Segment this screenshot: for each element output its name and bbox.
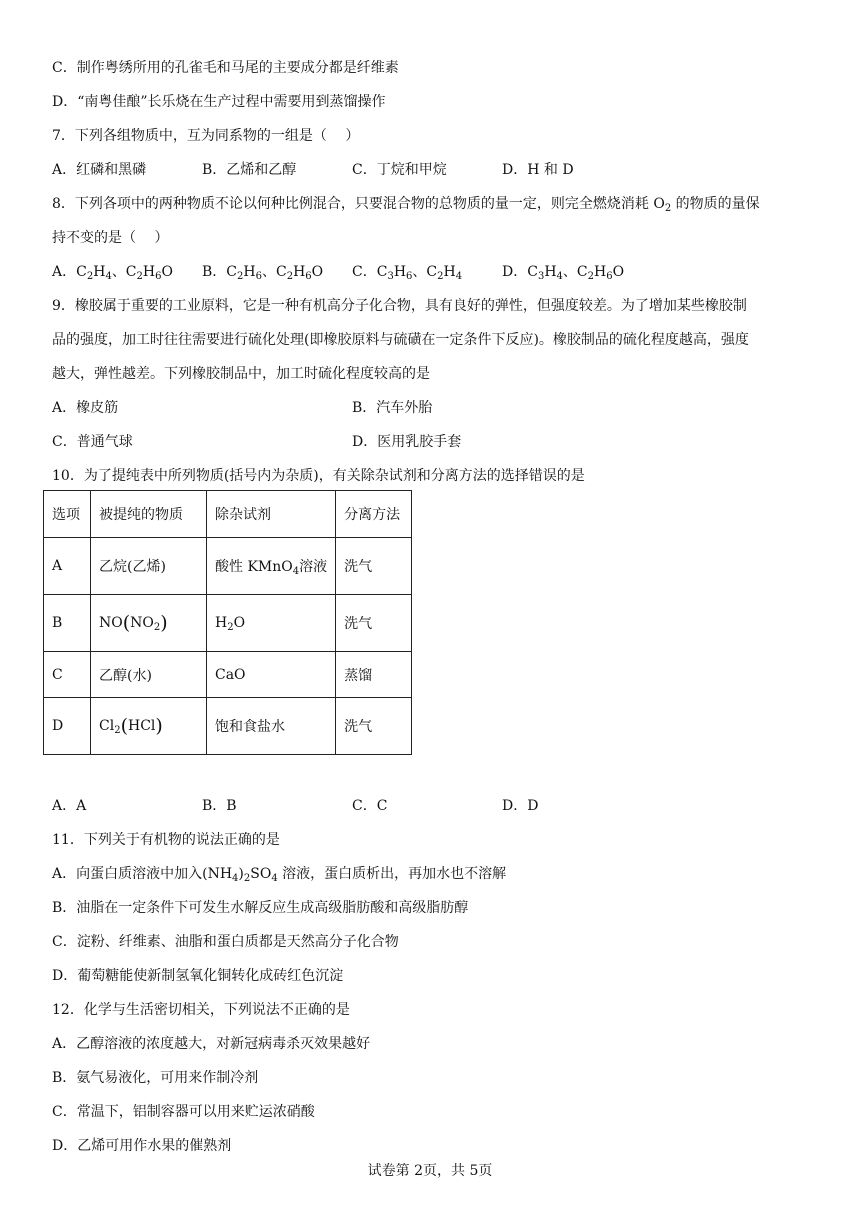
- q9-option-d: D．医用乳胶手套: [352, 434, 462, 450]
- option-text: 溶液，蛋白质析出，再加水也不溶解: [277, 866, 507, 882]
- formula: 、C: [562, 264, 588, 280]
- formula-sub: 2: [286, 271, 294, 282]
- q9-stem-line3: 越大，弹性越差。下列橡胶制品中，加工时硫化程度较高的是: [52, 366, 430, 382]
- q12-option-c: C．常温下，铝制容器可以用来贮运浓硝酸: [52, 1104, 315, 1120]
- q9-option-c: C．普通气球: [52, 434, 133, 450]
- q11-option-d: D．葡萄糖能使新制氢氧化铜转化成砖红色沉淀: [52, 968, 344, 984]
- reagent-cell: [207, 595, 336, 652]
- formula-sub: 4: [105, 271, 112, 282]
- formula: 、C: [412, 264, 438, 280]
- reagent-text-end: O: [233, 615, 246, 631]
- option-letter: B．: [202, 264, 227, 280]
- formula-sub: 2: [587, 271, 595, 282]
- formula-sub: 2: [243, 873, 251, 884]
- table-row: [44, 595, 412, 652]
- option-letter: A．: [52, 264, 77, 280]
- q12-stem: 12．化学与生活密切相关，下列说法不正确的是: [52, 1002, 350, 1018]
- formula: 、C: [111, 264, 137, 280]
- table-row: [44, 538, 412, 595]
- q6-option-c: C．制作粤绣所用的孔雀毛和马尾的主要成分都是纤维素: [52, 60, 399, 76]
- formula-sub: 2: [86, 271, 94, 282]
- q7-option-a: A．红磷和黑磷: [52, 162, 147, 178]
- q8-stem-text-end: 的物质的量保: [671, 196, 760, 212]
- formula-sub: 3: [387, 271, 394, 282]
- formula-sub: 6: [406, 271, 413, 282]
- substance-cell: $NO(NO_2)$: [91, 595, 207, 652]
- formula-sub: 4: [232, 873, 239, 884]
- substance-sub: 2: [114, 725, 121, 736]
- q7-option-b: B．乙烯和乙醇: [202, 162, 297, 178]
- reagent-sub: 2: [227, 622, 234, 633]
- formula: 、C: [261, 264, 287, 280]
- q6-option-d: D．“南粤佳酿”长乐烧在生产过程中需要用到蒸馏操作: [52, 94, 386, 110]
- formula: H: [393, 264, 407, 280]
- substance-cell: 乙醇(水): [91, 652, 207, 698]
- q8-option-b: [202, 262, 323, 282]
- table-row: [44, 698, 412, 755]
- q9-stem-line2: 品的强度，加工时往往需要进行硫化处理(即橡胶原料与硫磺在一定条件下反应)。橡胶制品的硫化程度越高，强度: [52, 332, 749, 348]
- formula-sub: 6: [255, 271, 262, 282]
- reagent-cell: CaO: [207, 652, 336, 698]
- option-letter: D．: [502, 264, 528, 280]
- q10-option-a: A．A: [52, 798, 87, 814]
- method-cell: 洗气: [336, 595, 412, 652]
- option-cell: A: [44, 538, 91, 595]
- option-cell: D: [44, 698, 91, 755]
- formula-sub: 4: [271, 873, 278, 884]
- reagent-text-end: 溶液: [299, 559, 328, 575]
- method-cell: 蒸馏: [336, 652, 412, 698]
- reagent-sub: 4: [292, 566, 300, 577]
- formula: H: [93, 264, 106, 280]
- formula-sub: 4: [556, 271, 563, 282]
- option-letter: C．: [352, 264, 377, 280]
- q8-stem: [52, 194, 760, 214]
- table-header-row: [44, 491, 412, 538]
- option-cell: B: [44, 595, 91, 652]
- formula-sub: 2: [136, 271, 143, 282]
- q10-option-c: C．C: [352, 798, 388, 814]
- formula: H: [443, 264, 456, 280]
- q12-option-a: A．乙醇溶液的浓度越大，对新冠病毒杀灭效果越好: [52, 1036, 371, 1052]
- substance-cell: 乙烷(乙烯): [91, 538, 207, 595]
- formula: C: [527, 264, 538, 280]
- formula: H: [544, 264, 557, 280]
- q7-option-c: C．丁烷和甲烷: [352, 162, 447, 178]
- page-footer: 试卷第 2页，共 5页: [367, 1163, 493, 1179]
- q8-stem-subscript: 2: [664, 203, 672, 214]
- q8-stem-line2: 持不变的是（ ）: [52, 230, 169, 246]
- formula: C: [226, 264, 238, 280]
- formula: H: [142, 264, 156, 280]
- method-cell: 洗气: [336, 698, 412, 755]
- formula: C: [76, 264, 87, 280]
- q11-option-a: [52, 864, 506, 884]
- method-cell: 洗气: [336, 538, 412, 595]
- q9-option-b: B．汽车外胎: [352, 400, 433, 416]
- q10-table: [43, 490, 412, 755]
- option-text: A．向蛋白质溶液中加入(NH: [52, 866, 233, 882]
- reagent-text: H: [215, 615, 228, 631]
- q10-option-d: D．D: [502, 798, 539, 814]
- q9-option-a: A．橡皮筋: [52, 400, 119, 416]
- formula-sub: 3: [537, 271, 545, 282]
- formula-sub: 4: [455, 271, 463, 282]
- q7-stem: 7．下列各组物质中，互为同系物的一组是（ ）: [52, 128, 360, 144]
- formula: H: [243, 264, 256, 280]
- table-header-cell: 选项: [44, 491, 91, 538]
- table-header-cell: 被提纯的物质: [91, 491, 207, 538]
- substance-text: NO: [99, 615, 123, 631]
- q8-option-d: [502, 262, 624, 282]
- formula-sub: 6: [606, 271, 613, 282]
- substance-text: Cl: [99, 718, 115, 734]
- formula: C: [376, 264, 388, 280]
- formula: H: [293, 264, 306, 280]
- table-header-cell: 除杂试剂: [207, 491, 336, 538]
- q8-option-c: [352, 262, 462, 282]
- option-cell: C: [44, 652, 91, 698]
- q11-option-c: C．淀粉、纤维素、油脂和蛋白质都是天然高分子化合物: [52, 934, 399, 950]
- formula: O: [612, 264, 625, 280]
- table-row: [44, 652, 412, 698]
- formula-sub: 2: [237, 271, 244, 282]
- q10-stem: 10．为了提纯表中所列物质(括号内为杂质)，有关除杂试剂和分离方法的选择错误的是: [52, 468, 585, 484]
- q12-option-b: B．氨气易液化，可用来作制冷剂: [52, 1070, 259, 1086]
- impurity-text: NO: [130, 615, 154, 631]
- substance-cell: $Cl_2(HCl)$: [91, 698, 207, 755]
- q10-option-b: B．B: [202, 798, 237, 814]
- q11-stem: 11．下列关于有机物的说法正确的是: [52, 832, 280, 848]
- impurity-sub: 2: [153, 622, 161, 633]
- table-header-cell: 分离方法: [336, 491, 412, 538]
- formula: O: [311, 264, 324, 280]
- reagent-cell: [207, 538, 336, 595]
- formula-sub: 2: [437, 271, 444, 282]
- formula-sub: 6: [305, 271, 312, 282]
- q11-option-b: B．油脂在一定条件下可发生水解反应生成高级脂肪酸和高级脂肪醇: [52, 900, 469, 916]
- q9-stem-line1: 9．橡胶属于重要的工业原料，它是一种有机高分子化合物，具有良好的弹性，但强度较差。为了增加某些橡胶制: [52, 298, 747, 314]
- reagent-text: 酸性 KMnO: [215, 559, 293, 575]
- q12-option-d: D．乙烯可用作水果的催熟剂: [52, 1138, 232, 1154]
- formula: H: [594, 264, 607, 280]
- formula: O: [161, 264, 173, 280]
- option-text: ): [238, 866, 244, 882]
- impurity-text: HCl: [128, 718, 156, 734]
- q8-option-a: [52, 262, 173, 282]
- q7-option-d: D．H 和 D: [502, 162, 574, 178]
- reagent-cell: 饱和食盐水: [207, 698, 336, 755]
- option-text: SO: [250, 866, 272, 882]
- q8-stem-text: 8．下列各项中的两种物质不论以何种比例混合，只要混合物的总物质的量一定，则完全燃烧消耗 O: [52, 196, 665, 212]
- formula-sub: 6: [155, 271, 162, 282]
